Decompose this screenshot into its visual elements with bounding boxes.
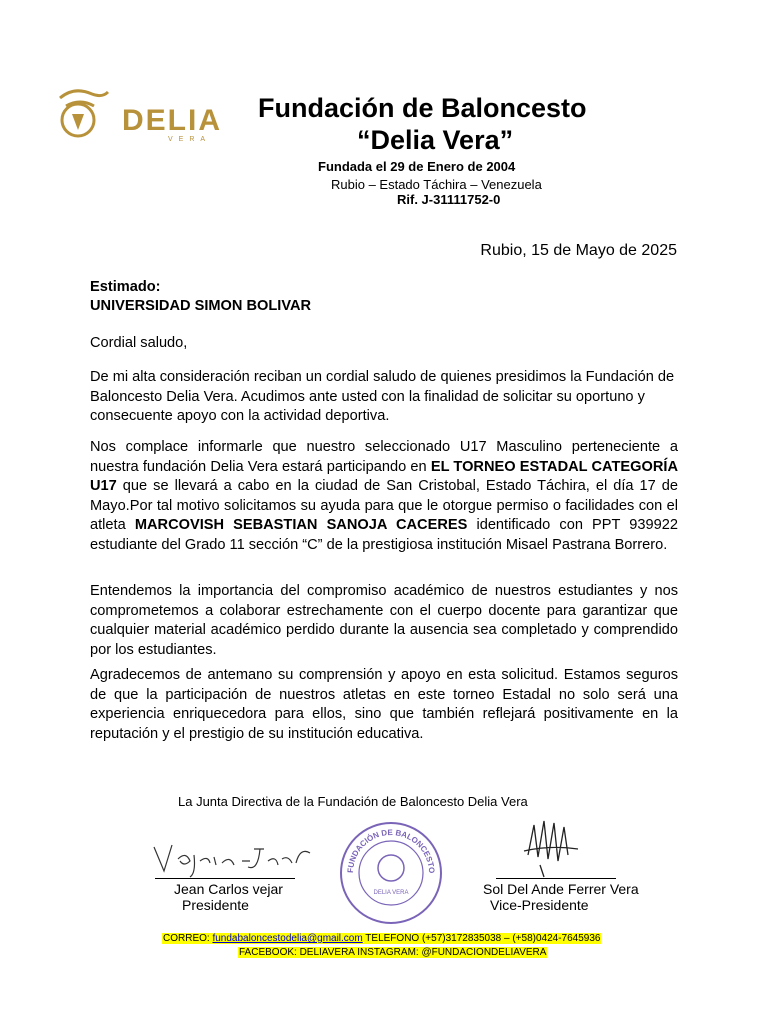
p2-athlete-name: MARCOVISH SEBASTIAN SANOJA CACERES bbox=[134, 517, 468, 533]
signature-line-2 bbox=[496, 878, 616, 879]
board-signoff: La Junta Directiva de la Fundación de Baloncesto Delia Vera bbox=[178, 794, 528, 809]
rif-number: Rif. J-31111752-0 bbox=[397, 192, 501, 207]
vice-president-role: Vice-Presidente bbox=[490, 897, 589, 913]
signature-line-1 bbox=[155, 878, 295, 879]
correo-label: CORREO: bbox=[163, 933, 213, 944]
paragraph-1: De mi alta consideración reciban un cordial saludo de quienes presidimos la Fundación de Baloncesto Delia Vera. Acudimos ante usted con la finalidad de solicitar su oportuno y consecuente apoyo con la actividad deportiva. bbox=[90, 369, 675, 424]
vice-president-signature bbox=[520, 815, 582, 880]
foundation-logo bbox=[50, 84, 240, 144]
recipient: UNIVERSIDAD SIMON BOLIVAR bbox=[90, 298, 312, 314]
president-signature bbox=[150, 833, 315, 879]
p2-text-a: Nos complace informarle que nuestro seleccionado U17 Masculino perteneciente a nuestra fundación Delia Vera estará participando en bbox=[90, 439, 678, 475]
foundation-seal bbox=[338, 820, 444, 926]
paragraph-3: Entendemos la importancia del compromiso académico de nuestros estudiantes y nos comprometemos a colaborar estrechamente con el cuerpo docente para garantizar que cualquier material académico perdido durante la ausencia sea completado y comprendido por los estudiantes. bbox=[90, 583, 678, 658]
p2-text-e: identificado con PPT 939922 estudiante del Grado 11 sección “C” de la prestigiosa institución Misael Pastrana Borrero. bbox=[90, 517, 678, 553]
vice-president-name: Sol Del Ande Ferrer Vera bbox=[483, 881, 639, 897]
logo-subtext: VERA bbox=[168, 136, 212, 143]
org-name-quoted: “Delia Vera” bbox=[357, 125, 514, 155]
salutation: Cordial saludo, bbox=[90, 335, 188, 351]
president-name: Jean Carlos vejar bbox=[174, 881, 283, 897]
paragraph-2 bbox=[90, 438, 678, 555]
p2-tournament: EL TORNEO ESTADAL CATEGORÍA U17 bbox=[90, 458, 678, 494]
footer-social: FACEBOOK: DELIAVERA INSTAGRAM: @FUNDACIONDELIAVERA bbox=[239, 947, 547, 958]
greeting: Estimado: bbox=[90, 279, 161, 295]
letter-date: Rubio, 15 de Mayo de 2025 bbox=[480, 242, 677, 259]
org-name: Fundación de Baloncesto bbox=[258, 93, 587, 123]
seal-text: FUNDACIÓN DE BALONCESTO bbox=[345, 827, 437, 874]
seal-subtext: DELIA VERA bbox=[373, 890, 409, 896]
president-role: Presidente bbox=[182, 897, 249, 913]
paragraph-4: Agradecemos de antemano su comprensión y apoyo en esta solicitud. Estamos seguros de que la participación de nuestros atletas en este torneo Estadal no solo será una experiencia enriquecedora para ellos, sino que también reflejará positivamente en la reputación y el prestigio de su institución educativa. bbox=[90, 667, 678, 742]
email-link[interactable]: fundabaloncestodelia@gmail.com bbox=[212, 933, 363, 944]
footer-contact bbox=[162, 933, 601, 944]
location: Rubio – Estado Táchira – Venezuela bbox=[331, 177, 542, 192]
telefono: TELEFONO (+57)3172835038 – (+58)0424-7645936 bbox=[362, 933, 601, 944]
logo-text: DELIA bbox=[122, 104, 222, 137]
p2-text-c: que se llevará a cabo en la ciudad de San Cristobal, Estado Táchira, el día 17 de Mayo.Por tal motivo solicitamos su ayuda para que le otorgue permiso o facilidades con el atleta bbox=[90, 478, 678, 533]
founded-date: Fundada el 29 de Enero de 2004 bbox=[318, 159, 516, 174]
